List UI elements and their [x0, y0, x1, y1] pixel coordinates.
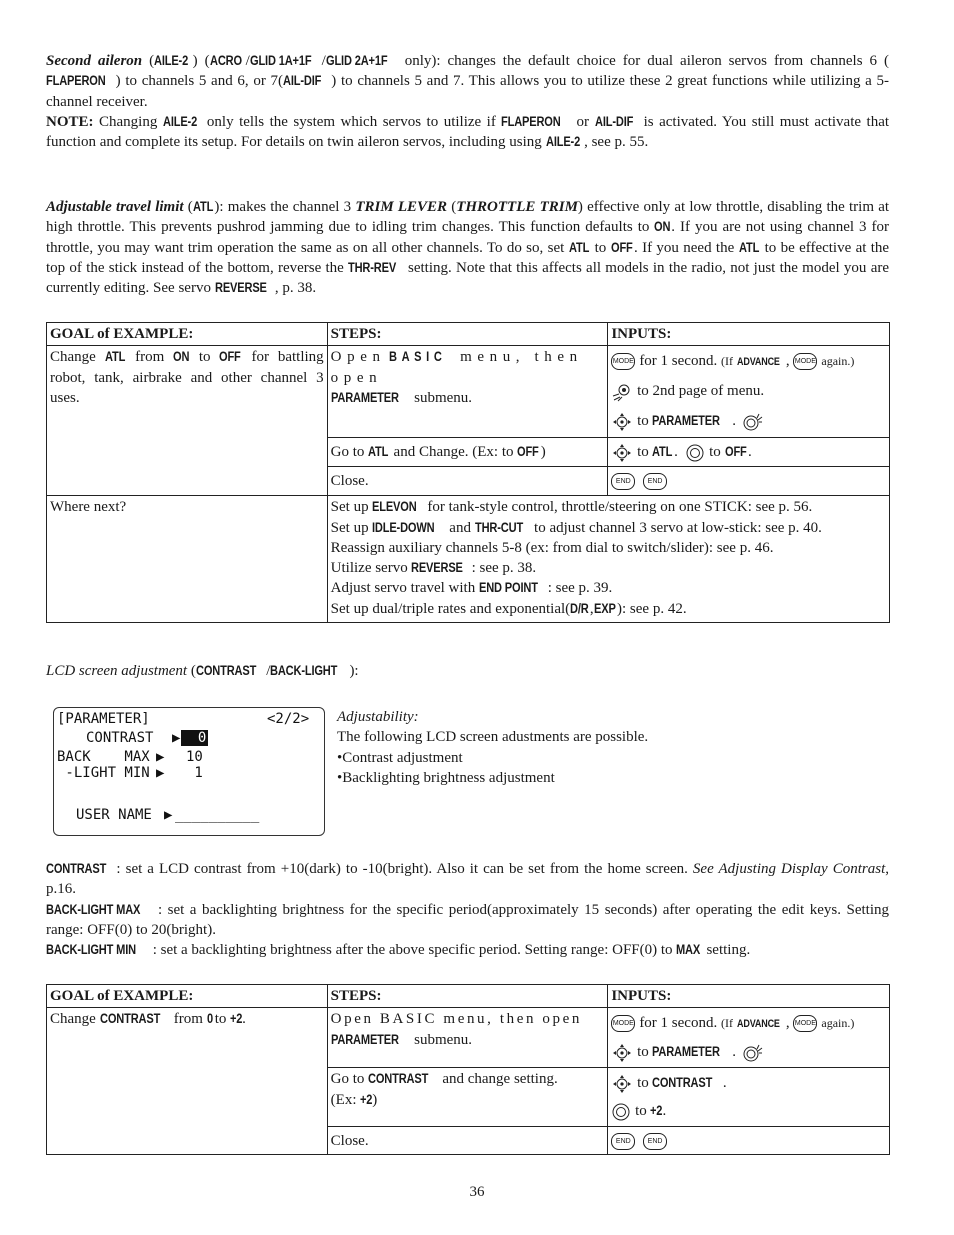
text: or	[576, 113, 589, 130]
kw-end-point: END POINT	[478, 580, 538, 596]
text: from	[173, 1011, 203, 1028]
text: for 1 second.	[639, 353, 718, 370]
dial-press-icon	[740, 412, 764, 432]
kw-atl: ATL	[192, 199, 213, 214]
adjustability-block	[337, 707, 757, 788]
kw-off: OFF	[517, 444, 539, 460]
step-close: Close.	[327, 467, 608, 496]
page-number: 36	[469, 1184, 485, 1200]
text: to	[198, 349, 211, 366]
adjustability-title: Adjustability:	[337, 709, 419, 725]
kw-parameter: PARAMETER	[330, 389, 399, 405]
step-open-basic	[327, 346, 608, 438]
kw-atl: ATL	[368, 444, 389, 460]
kw-contrast: CONTRAST	[99, 1011, 160, 1027]
contrast-backlight-paragraph	[46, 859, 889, 960]
text: for tank-style control, throttle/steering on one STICK: see p. 56.	[427, 499, 813, 516]
contrast-example-table	[46, 984, 890, 1155]
atl-example-table	[46, 322, 890, 623]
kw-off: OFF	[610, 239, 633, 255]
kw-idle-down: IDLE-DOWN	[372, 519, 435, 535]
text: and Change. (Ex: to	[393, 444, 514, 461]
kw-flaperon: FLAPERON	[46, 73, 106, 89]
term-throttle-trim: THROTTLE TRIM	[456, 199, 578, 215]
text: . If you are not using channel 3 for throttle, you may want trim operation the same as on all other channels. To do so, set	[46, 219, 889, 256]
end-button-icon: END	[643, 1133, 667, 1150]
text: Go to	[330, 1071, 365, 1088]
text: ): see p. 42.	[617, 600, 687, 617]
header-goal: GOAL of EXAMPLE:	[47, 323, 328, 346]
kw-thr-rev: THR-REV	[348, 259, 397, 275]
dial-scroll-icon	[611, 382, 633, 402]
lcd-heading: LCD screen adjustment (CONTRAST /BACK-LIGHT ):	[46, 661, 889, 681]
kw-acro: ACRO	[209, 53, 242, 68]
input-close	[608, 1127, 890, 1155]
lcd-pointer-icon: ▶	[164, 807, 173, 823]
kw-contrast: CONTRAST	[368, 1071, 429, 1087]
text: ) effective only at low throttle, disabling the trim at high throttle. This prevents pushrod jamming due to idling trim changes. This function defaults to	[46, 199, 890, 236]
end-button-icon: END	[643, 473, 667, 490]
kw-on: ON	[173, 349, 190, 365]
text: to be effective at the top of the stick instead of the bottom, reverse the	[46, 239, 890, 276]
kw-advance: ADVANCE	[736, 356, 780, 369]
text: Reassign auxiliary channels 5-8 (ex: from dial to switch/slider): see p. 46.	[330, 539, 774, 556]
text: to	[637, 413, 649, 430]
lcd-page-indicator: <2/2>	[267, 711, 310, 727]
text: ): makes the channel 3	[214, 199, 352, 215]
mode-button-icon: MODE	[611, 353, 635, 370]
text: to	[594, 239, 607, 256]
header-goal: GOAL of EXAMPLE:	[47, 985, 328, 1008]
lcd-pointer-icon: ▶	[156, 765, 165, 781]
text: to	[637, 1075, 649, 1092]
text: Contrast adjustment	[342, 749, 463, 766]
end-button-icon: END	[611, 473, 635, 490]
lcd-user-name-value: __________	[175, 807, 260, 823]
header-inputs: INPUTS:	[608, 323, 890, 346]
kw-on: ON	[654, 219, 671, 235]
dial-icon	[611, 1102, 631, 1122]
mode-button-icon: MODE	[793, 353, 817, 370]
kw-atl: ATL	[568, 239, 589, 255]
kw-thr-cut: THR-CUT	[474, 519, 523, 535]
adjustability-intro: The following LCD screen adustments are possible.	[337, 729, 649, 746]
text: Set up dual/triple rates and exponential(	[330, 600, 571, 617]
lcd-backlight-min-label: -LIGHT MIN	[57, 765, 150, 781]
lcd-backlight-min-value: 1	[186, 765, 203, 781]
kw-plus2: +2	[650, 1103, 663, 1119]
kw-aile2: AILE-2	[545, 134, 580, 150]
adjustability-item: •Backlighting brightness adjustment	[337, 769, 555, 786]
cursor-pad-icon	[611, 1043, 633, 1063]
kw-contrast: CONTRAST	[195, 663, 257, 678]
step-go-to-contrast	[327, 1068, 608, 1127]
text: : set a backlighting brightness for the specific period(approximately 15 seconds) after operating the edit keys. Setting range: OFF(0) to 20(bright).	[46, 901, 889, 938]
text: ) to channels 5 and 7. This allows you to utilize these 2 great functions while utilizing a 5-channel receiver.	[46, 73, 889, 110]
text: for 1 second.	[639, 1015, 718, 1032]
text: Changing	[99, 113, 158, 130]
dial-press-icon	[740, 1043, 764, 1063]
text: Go to	[330, 444, 365, 461]
text: is activated. You still must activate that function and complete its setup. For details on twin aileron servos, including using	[46, 113, 890, 151]
kw-reverse: REVERSE	[214, 280, 267, 296]
text: to 2nd page of menu.	[637, 383, 765, 400]
kw-exp: EXP	[593, 600, 616, 616]
kw-back-light: BACK-LIGHT	[270, 663, 338, 678]
kw-flaperon: FLAPERON	[501, 113, 561, 129]
kw-elevon: ELEVON	[372, 499, 417, 515]
text: Set up	[330, 499, 369, 516]
text: again.)	[821, 354, 855, 369]
cursor-pad-icon	[611, 412, 633, 432]
text: , p.16.	[46, 861, 889, 898]
kw-off: OFF	[219, 349, 241, 365]
kw-reverse: REVERSE	[411, 560, 464, 576]
term-lcd-adjustment: LCD screen adjustment	[46, 663, 188, 679]
header-inputs: INPUTS:	[608, 985, 890, 1008]
second-aileron-paragraph: Second aileron (AILE-2 ) (ACRO /GLID 1A+1F /GLID 2A+1F only): changes the default choice for dual aileron servos from channels 6 (FLAPERON ) to channels 5 and 6, or 7(AIL-DIF ) to channels 5 and 7. This allows you to utilize these 2 great functions while utilizing a 5-channel receiver. NOTE: Changing AILE-2 only tells the system which servos to utilize if FLAPERON or AIL-DIF is activated. You still must activate that function and complete its setup. For details on twin aileron servos, including using AILE-2 , see p. 55.	[46, 51, 889, 152]
term-second-aileron: Second aileron	[46, 53, 143, 69]
kw-parameter: PARAMETER	[652, 413, 721, 429]
text: )	[372, 1091, 378, 1108]
lcd-backlight-max-label: BACK MAX	[57, 749, 150, 765]
kw-back-light-max: BACK-LIGHT MAX	[46, 901, 141, 917]
goal-cell	[47, 346, 328, 496]
header-steps: STEPS:	[327, 323, 608, 346]
text: See Adjusting Display Contrast	[692, 861, 886, 877]
text: Open	[330, 349, 386, 366]
kw-contrast: CONTRAST	[652, 1075, 713, 1091]
kw-atl: ATL	[104, 349, 125, 365]
text: , see p. 55.	[584, 134, 649, 151]
text: , p. 38.	[274, 280, 317, 297]
header-steps: STEPS:	[327, 985, 608, 1008]
text: to adjust channel 3 servo at low-stick: see p. 40.	[534, 519, 822, 536]
text: submenu.	[414, 389, 473, 406]
atl-paragraph: Adjustable travel limit (ATL): makes the channel 3 TRIM LEVER (THROTTLE TRIM) effective only at low throttle, disabling the trim at high throttle. This prevents pushrod jamming due to idling trim changes. This function defaults to ON. If you are not using channel 3 for throttle, you may want trim operation the same as on all other channels. To do so, set ATL to OFF . If you need the ATL to be effective at the top of the stick instead of the bottom, reverse the THR-REV setting. Note that this affects all models in the radio, not just the model you are currently editing. See servo REVERSE , p. 38.	[46, 197, 889, 298]
text: to	[637, 1044, 649, 1061]
text: to	[214, 1011, 227, 1028]
input-go-to-atl: to ATL. to OFF .	[608, 438, 890, 467]
text: setting.	[706, 942, 751, 959]
kw-off: OFF	[724, 444, 747, 460]
text: : see p. 39.	[547, 580, 613, 597]
text: Utilize servo	[330, 560, 408, 577]
text: submenu.	[414, 1031, 473, 1048]
text: menu, then open	[330, 349, 583, 386]
end-button-icon: END	[611, 1133, 635, 1150]
kw-dr: D/R	[570, 600, 589, 616]
input-close	[608, 467, 890, 496]
text: from	[135, 349, 165, 366]
lcd-contrast-value: 0	[181, 730, 207, 746]
input-open-basic: MODE for 1 second. (If ADVANCE , MODE again.) to PARAMETER .	[608, 1008, 890, 1068]
text: and	[449, 519, 471, 536]
lcd-user-name-label: USER NAME	[76, 807, 152, 823]
text: and change setting.	[442, 1071, 558, 1088]
note-label: NOTE:	[46, 113, 94, 130]
kw-aildif: AIL-DIF	[594, 113, 633, 129]
text: Change	[50, 1011, 96, 1028]
kw-parameter: PARAMETER	[330, 1031, 399, 1047]
input-go-to-contrast: to CONTRAST . to +2.	[608, 1068, 890, 1127]
text: : see p. 38.	[471, 560, 537, 577]
lcd-backlight-max-value: 10	[186, 749, 203, 765]
text: only): changes the default choice for dual aileron servos from channels 6 (	[404, 53, 889, 69]
where-next-list: Set up ELEVON for tank-style control, throttle/steering on one STICK: see p. 56. Set up IDLE-DOWN and THR-CUT to adjust channel 3 servo at low-stick: see p. 40. Reassign auxiliary channels 5-8 (ex: from dial to switch/slider): see p. 46. Utilize servo REVERSE : see p. 38. Adjust servo travel with END POINT : see p. 39. Set up dual/triple rates and exponential(D/R,EXP ): see p. 42.	[327, 496, 889, 623]
kw-atl: ATL	[738, 239, 759, 255]
lcd-contrast-label: CONTRAST	[86, 730, 154, 746]
text: again.)	[821, 1016, 855, 1031]
text: : set a LCD contrast from +10(dark) to -10(bright). Also it can be set from the home screen.	[116, 861, 688, 877]
cursor-pad-icon	[611, 443, 633, 463]
text: (If	[720, 354, 733, 369]
cursor-pad-icon	[611, 1074, 633, 1094]
text: to	[635, 1103, 647, 1120]
text: . If you need the	[634, 239, 735, 256]
text: Backlighting brightness adjustment	[342, 769, 555, 786]
kw-zero: 0	[206, 1011, 213, 1027]
where-next-label: Where next?	[47, 496, 328, 623]
kw-parameter: PARAMETER	[652, 1044, 721, 1060]
text: Open BASIC menu, then open	[330, 1011, 582, 1028]
mode-button-icon: MODE	[793, 1015, 817, 1032]
text: : set a backlighting brightness after the above specific period. Setting range: OFF(0) to	[152, 942, 673, 959]
text: Set up	[330, 519, 369, 536]
text: to	[637, 444, 649, 461]
mode-button-icon: MODE	[611, 1015, 635, 1032]
step-open-basic	[327, 1008, 608, 1068]
text: Adjust servo travel with	[330, 580, 476, 597]
input-open-basic: MODE for 1 second. (If ADVANCE , MODE again.) to 2nd page of menu. to PARAMETER .	[608, 346, 890, 438]
goal-cell	[47, 1008, 328, 1155]
term-trim-lever: TRIM LEVER	[355, 199, 448, 215]
adjustability-item: •Contrast adjustment	[337, 749, 463, 766]
text: )	[540, 444, 546, 461]
text: .	[242, 1011, 246, 1028]
text: setting. Note that this affects all models in the radio, not just the model you are currently editing. See servo	[46, 259, 890, 297]
text: Change	[50, 349, 96, 366]
text: ):	[349, 663, 359, 679]
text: (If	[720, 1016, 733, 1031]
term-adjustable-travel-limit: Adjustable travel limit	[46, 199, 184, 215]
lcd-title: [PARAMETER]	[57, 711, 150, 727]
step-go-to-atl	[327, 438, 608, 467]
text: only tells the system which servos to utilize if	[206, 113, 496, 130]
kw-plus2: +2	[230, 1011, 243, 1027]
kw-max: MAX	[676, 942, 701, 958]
text: ) to channels 5 and 6, or 7(	[115, 73, 283, 90]
lcd-pointer-icon: ▶	[156, 749, 165, 765]
lcd-screen	[53, 707, 325, 836]
kw-advance: ADVANCE	[736, 1018, 780, 1031]
kw-atl: ATL	[652, 444, 673, 460]
kw-basic: BASIC	[389, 349, 447, 365]
text: for battling robot, tank, airbrake and other channel 3 uses.	[50, 349, 324, 406]
kw-glid2a: GLID 2A+1F	[325, 53, 388, 68]
text: to	[709, 444, 721, 461]
kw-aildif: AIL-DIF	[283, 73, 322, 89]
kw-contrast: CONTRAST	[46, 861, 107, 876]
step-close: Close.	[327, 1127, 608, 1155]
kw-plus2: +2	[360, 1091, 373, 1107]
kw-aile2: AILE-2	[154, 53, 189, 68]
kw-back-light-min: BACK-LIGHT MIN	[46, 942, 136, 958]
kw-glid1a: GLID 1A+1F	[249, 53, 312, 68]
kw-aile2: AILE-2	[162, 113, 197, 129]
text: (Ex:	[330, 1091, 357, 1108]
lcd-pointer-icon: ▶	[172, 730, 181, 746]
dial-icon	[685, 443, 705, 463]
